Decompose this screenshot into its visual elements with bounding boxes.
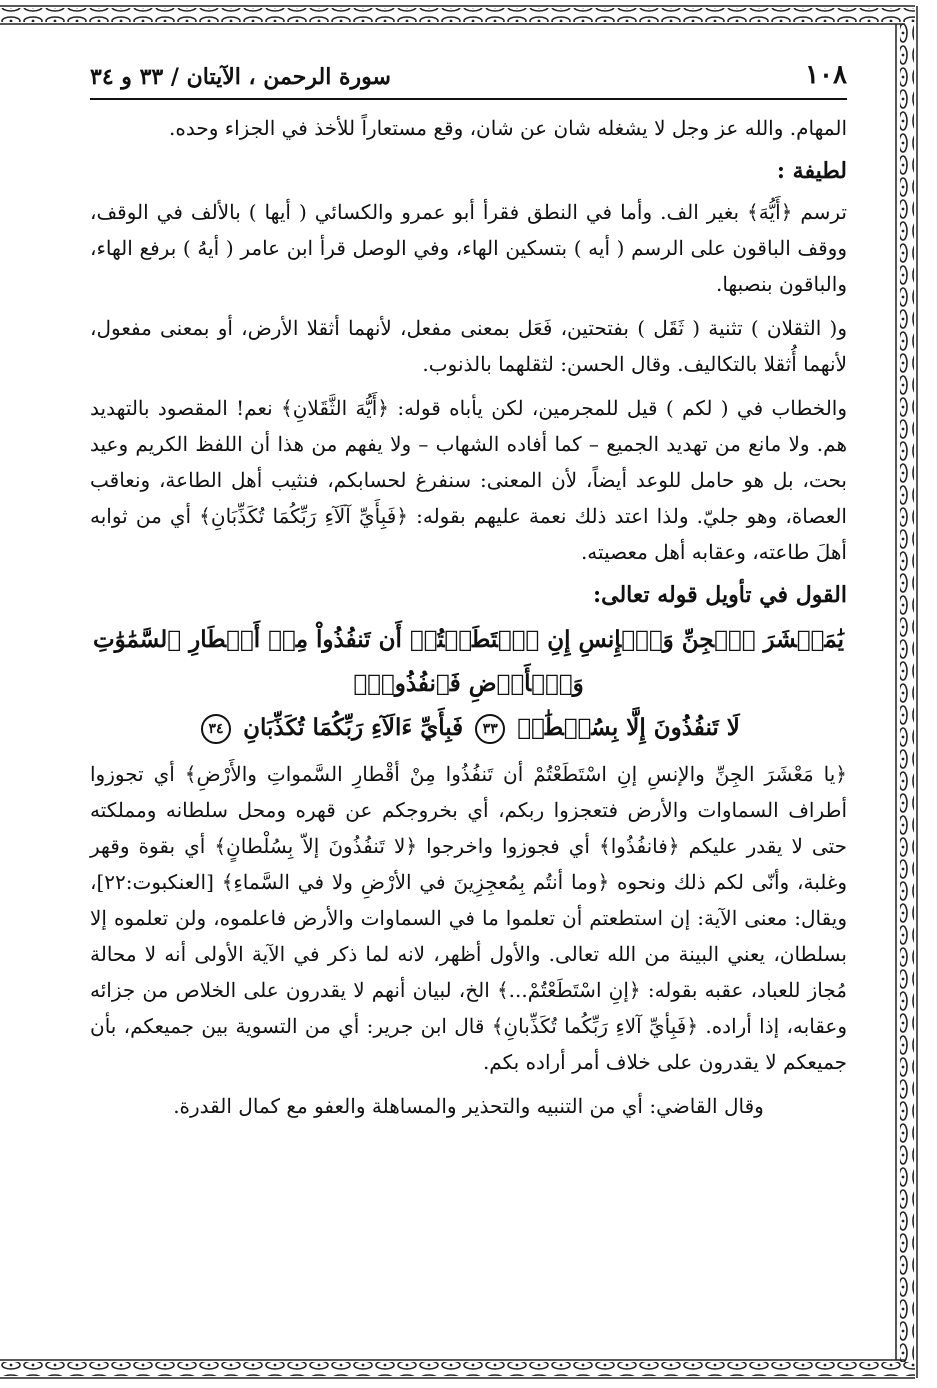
verse-text: لَا تَنفُذُونَ إِلَّا بِسُلۡطَٰنٖ: [517, 714, 740, 741]
verse-number-marker: ٣٤: [201, 714, 231, 744]
paragraph: ﴿يا مَعْشَرَ الجِنِّ والإنسِ إنِ اسْتَطَعْتُمْ أن تَنفُذُوا مِنْ أقْطارِ السَّمواتِ والأَرْضِ﴾ أي تجوزوا أطراف السماوات والأرض فتعجزوا ربكم، أي بخروجكم عن قهره ومحل سلطانه ومملكته حتى لا يقدر عليكم ﴿فانفُذُوا﴾ أي فجوزوا واخرجوا ﴿لا تَنفُذُونَ إلاّ بِسُلْطانٍ﴾ أي بقوة وقهر وغلبة، وأنّى لكم ذلك ونحوه ﴿وما أنتُم بِمُعجِزِينَ في الأرْضِ ولا في السَّماءِ﴾ [العنكبوت:٢٢]، ويقال: معنى الآية: إن استطعتم أن تعلموا ما في السماوات والأرض فاعلموه، ولن تعلموه إلا بسلطان، يعني البينة من الله تعالى. والأول أظهر، لانه لما ذكر في الآية الأولى أنه لا محالة مُجاز للعباد، عقبه بقوله: ﴿إنِ اسْتَطَعْتُمْ...﴾ الخ، لبيان أنهم لا يقدرون على الخلاص من جزائه وعقابه، إذا أراده. ﴿فَبِأيِّ آلاءِ رَبِّكُما تُكَذِّبانِ﴾ قال ابن جرير: أي من التسوية بين جميعكم، بأن جميعكم لا يقدرون على خلاف أمر أراده بكم.: [90, 762, 847, 1074]
section-heading: القول في تأويل قوله تعالى:: [593, 582, 847, 608]
page-header: [90, 60, 847, 100]
subheading-latifa: لطيفة :: [776, 158, 847, 184]
quran-verse-block: [90, 618, 847, 750]
page-number: ١٠٨: [805, 60, 847, 90]
verse-line: [90, 706, 847, 750]
paragraph: والخطاب في ( لكم ) قيل للمجرمين، لكن يأباه قوله: ﴿أَيُّهَ الثَّقَلانِ﴾ نعم! المقصود بالتهديد هم. ولا مانع من تهديد الجميع – كما أفاده الشهاب – ولا يفهم من هذا أن اللفظ الكريم وعيد بحت، بل هو حامل للوعد أيضاً، لأن المعنى: سنفرغ لحسابكم، فنثيب أهل الطاعة، ونعاقب العصاة، وهو جليّ. ولذا اعتد ذلك نعمة عليهم بقوله: ﴿فَبِأَيِّ آلَآءِ رَبِّكُمَا تُكَذِّبَانِ﴾ أي من ثوابه أهلَ طاعته، وعقابه أهل معصيته.: [90, 396, 847, 564]
verse-number-marker: ٣٣: [475, 714, 505, 744]
book-page: [90, 60, 847, 1328]
verse-line: يَٰمَعۡشَرَ ٱلۡجِنِّ وَٱلۡإِنسِ إِنِ ٱسۡتَطَعۡتُمۡ أَن تَنفُذُواْ مِنۡ أَقۡطَارِ ٱلسَّمَٰوَٰتِ وَٱلۡأَرۡضِ فَٱنفُذُواْۚ: [92, 626, 845, 697]
paragraph: المهام. والله عز وجل لا يشغله شان عن شان، وقع مستعاراً للأخذ في الجزاء وحده.: [169, 116, 847, 140]
paragraph: ترسم ﴿أَيُّهَ﴾ بغير الف. وأما في النطق فقرأ أبو عمرو والكسائي ( أيها ) بالألف في الوقف، ووقف الباقون على الرسم ( أيه ) بتسكين الهاء، وفي الوصل قرأ ابن عامر ( أيهُ ) برفع الهاء، والباقون بنصبها.: [90, 200, 847, 296]
paragraph: و( الثقلان ) تثنية ( ثَقَل ) بفتحتين، فَعَل بمعنى مفعل، لأنهما أثقلا الأرض، أو بمعنى مفعول، لأنهما أُثقلا بالتكاليف. وقال الحسن: لثقلهما بالذنوب.: [90, 316, 847, 376]
verse-text: فَبِأَيِّ ءَالَآءِ رَبِّكُمَا تُكَذِّبَانِ: [243, 714, 464, 741]
paragraph: وقال القاضي: أي من التنبيه والتحذير والمساهلة والعفو مع كمال القدرة.: [173, 1094, 764, 1118]
surah-title: سورة الرحمن ، الآيتان / ٣٣ و ٣٤: [90, 64, 391, 90]
